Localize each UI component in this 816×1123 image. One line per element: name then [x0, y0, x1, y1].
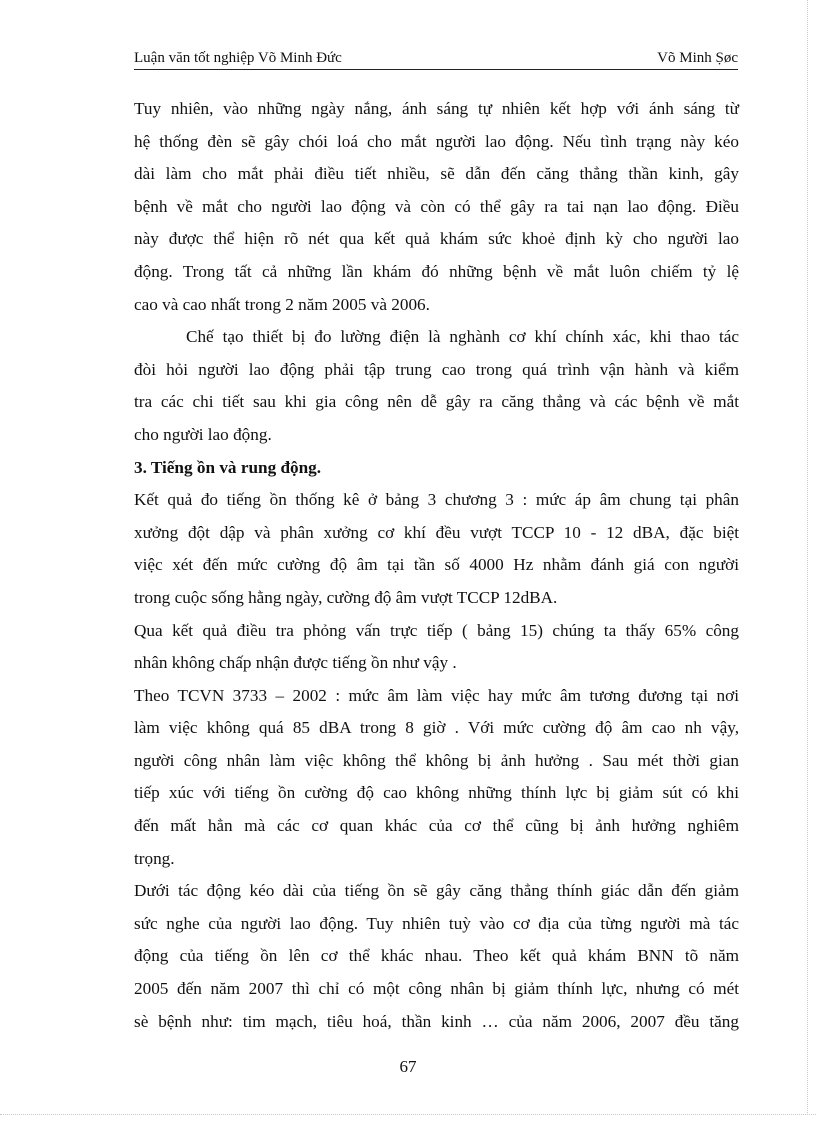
- text-line: đòi hỏi người lao động phải tập trung cao trong quá trình vận hành và kiểm: [134, 359, 739, 379]
- text-line: đến mất hẳn mà các cơ quan khác của cơ thể cũng bị ảnh hưởng nghiêm: [134, 816, 739, 836]
- page-header: [134, 47, 738, 70]
- text-line: sức nghe của người lao động. Tuy nhiên tuỳ vào cơ địa của từng người mà tác: [134, 913, 739, 933]
- body-text: [134, 93, 739, 1038]
- text-line: tra các chi tiết sau khi gia công nên dễ gây ra căng thẳng và các bệnh về mắt: [134, 392, 739, 412]
- text-line: động của tiếng ồn lên cơ thể khác nhau. Theo kết quả khám BNN tõ năm: [134, 946, 739, 966]
- page-number: 67: [399, 1057, 417, 1076]
- text-line: Qua kết quả điều tra phỏng vấn trực tiếp ( bảng 15) chúng ta thấy 65% công: [134, 620, 739, 640]
- section-heading: 3. Tiếng ồn và rung động.: [134, 457, 322, 477]
- page-bottom-edge: [0, 1114, 816, 1115]
- text-line: 2005 đến năm 2007 thì chỉ có một công nhân bị giảm thính lực, nhưng có mét: [134, 979, 739, 999]
- text-line: Tuy nhiên, vào những ngày nắng, ánh sáng tự nhiên kết hợp với ánh sáng từ: [134, 99, 739, 118]
- text-line: trọng.: [134, 848, 175, 868]
- text-line: nhân không chấp nhận được tiếng ồn như vậy .: [134, 653, 457, 673]
- text-line: sè bệnh như: tim mạch, tiêu hoá, thần kinh … của năm 2006, 2007 đều tăng: [134, 1011, 739, 1031]
- text-line: làm việc không quá 85 dBA trong 8 giờ . Với mức cường độ âm cao nh vậy,: [134, 718, 739, 738]
- text-line: bệnh về mắt cho người lao động và còn có thể gây ra tai nạn lao động. Điều: [134, 196, 739, 216]
- text-line: Chế tạo thiết bị đo lường điện là nghành cơ khí chính xác, khi thao tác: [186, 327, 739, 347]
- text-line: này được thể hiện rõ nét qua kết quả khám sức khoẻ định kỳ cho người lao: [134, 229, 739, 249]
- text-line: Dưới tác động kéo dài của tiếng ồn sẽ gây căng thẳng thính giác dẫn đến giảm: [134, 881, 739, 901]
- text-line: Theo TCVN 3733 – 2002 : mức âm làm việc hay mức âm tương đương tại nơi: [134, 685, 739, 705]
- text-line: cao và cao nhất trong 2 năm 2005 và 2006.: [134, 294, 430, 314]
- text-line: xưởng đột dập và phân xưởng cơ khí đều vượt TCCP 10 - 12 dBA, đặc biệt: [134, 522, 739, 542]
- header-thesis-title: Luận văn tốt nghiệp Võ Minh Đức: [134, 50, 342, 66]
- page-right-edge: [807, 0, 808, 1115]
- text-line: dài làm cho mắt phải điều tiết nhiều, sẽ dẫn đến căng thẳng thần kinh, gây: [134, 164, 739, 184]
- text-line: cho người lao động.: [134, 424, 272, 444]
- text-line: việc xét đến mức cường độ âm tại tần số 4000 Hz nhằm đánh giá con người: [134, 555, 739, 575]
- text-line: hệ thống đèn sẽ gây chói loá cho mắt người lao động. Nếu tình trạng này kéo: [134, 131, 739, 151]
- text-line: trong cuộc sống hằng ngày, cường độ âm vượt TCCP 12dBA.: [134, 587, 558, 607]
- text-line: động. Trong tất cả những lần khám đó những bệnh về mắt luôn chiếm tỷ lệ: [134, 261, 739, 281]
- header-author: Võ Minh Ṣøc: [657, 50, 738, 66]
- text-line: Kết quả đo tiếng ồn thống kê ở bảng 3 chương 3 : mức áp âm chung tại phân: [134, 490, 739, 510]
- text-line: người công nhân làm việc không thể không bị ảnh hưởng . Sau mét thời gian: [134, 750, 739, 770]
- text-line: tiếp xúc với tiếng ồn cường độ cao không những thính lực bị giảm sút có khi: [134, 783, 739, 803]
